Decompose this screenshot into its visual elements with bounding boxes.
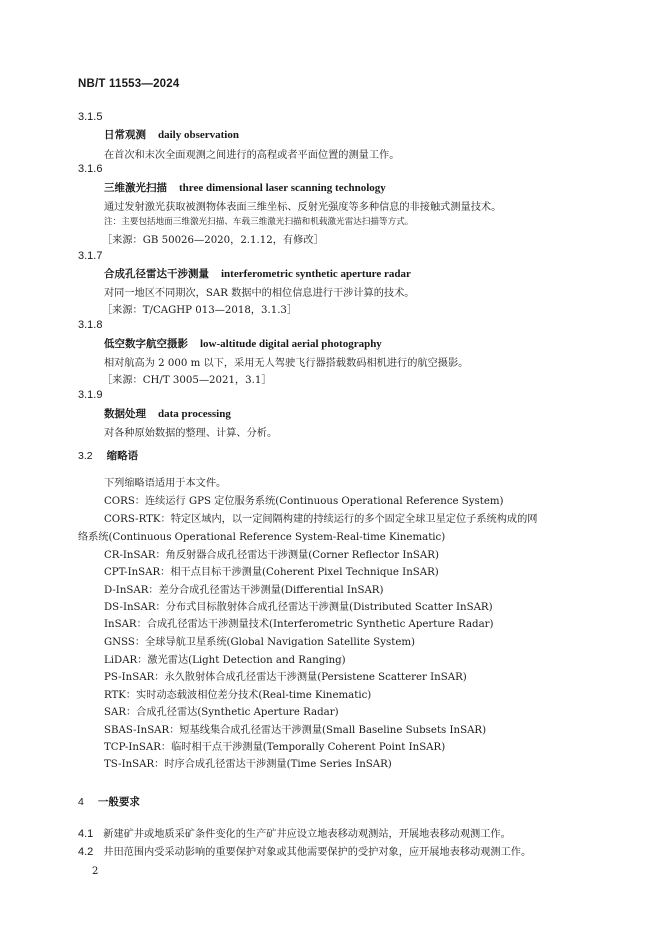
abbreviation-item: SBAS-InSAR：短基线集合成孔径雷达干涉测量(Small Baseline Subsets InSAR): [104, 725, 487, 736]
abbreviation-item: GNSS：全球导航卫星系统(Global Navigation Satellite System): [104, 637, 416, 648]
term-definition: 通过发射激光获取被测物体表面三维坐标、反射光强度等多种信息的非接触式测量技术。: [104, 202, 502, 213]
term-zh: 低空数字航空摄影: [104, 338, 188, 350]
abbreviation-item: SAR：合成孔径雷达(Synthetic Aperture Radar): [104, 707, 339, 718]
section-number: 3.2: [78, 450, 93, 462]
clause-number: 4.2: [78, 846, 94, 858]
abbreviation-item: D-InSAR：差分合成孔径雷达干涉测量(Differential InSAR): [104, 585, 384, 596]
clause-text: 新建矿井或地质采矿条件变化的生产矿井应设立地表移动观测站，开展地表移动观测工作。: [103, 829, 511, 840]
section-title: 缩略语: [106, 450, 139, 462]
term-number: 3.1.5: [78, 111, 103, 123]
term-zh: 三维激光扫描: [104, 182, 167, 194]
term-source: ［来源：GB 50026—2020，2.1.12，有修改］: [102, 235, 324, 246]
term-en: daily observation: [158, 129, 239, 141]
term-number: 3.1.8: [78, 319, 103, 331]
term-title: [104, 180, 386, 195]
term-zh: 合成孔径雷达干涉测量: [104, 268, 209, 280]
section-title: 一般要求: [97, 796, 140, 808]
term-number: 3.1.6: [78, 163, 103, 175]
term-source: ［来源：CH/T 3005—2021，3.1］: [102, 375, 272, 386]
clause-text: 井田范围内受采动影响的重要保护对象或其他需要保护的受护对象，应开展地表移动观测工作。: [103, 847, 532, 858]
term-en: data processing: [158, 408, 231, 420]
term-definition: 相对航高为 2 000 m 以下，采用无人驾驶飞行器搭载数码相机进行的航空摄影。: [104, 358, 469, 369]
abbreviation-item: LiDAR：激光雷达(Light Detection and Ranging): [104, 655, 346, 666]
abbreviation-item: InSAR：合成孔径雷达干涉测量技术(Interferometric Synthetic Aperture Radar): [104, 619, 494, 630]
section-heading: [78, 794, 140, 809]
term-number: 3.1.7: [78, 250, 103, 262]
clause: [78, 843, 531, 858]
term-note: 注：主要包括地面三维激光扫描、车载三维激光扫描和机载激光雷达扫描等方式。: [104, 217, 414, 227]
term-title: [104, 266, 411, 281]
abbreviation-item: CORS-RTK：特定区域内，以一定间隔构建的持续运行的多个固定全球卫星定位子系统构成的网: [104, 514, 538, 525]
term-title: [104, 336, 382, 351]
abbreviation-item: PS-InSAR：永久散射体合成孔径雷达干涉测量(Persistene Scatterer InSAR): [104, 672, 467, 683]
page-number: 2: [92, 866, 99, 877]
section-heading: [78, 448, 138, 463]
term-zh: 数据处理: [104, 408, 146, 420]
abbreviation-item: CPT-InSAR：相干点目标干涉测量(Coherent Pixel Technique InSAR): [104, 567, 439, 578]
abbreviation-item: DS-InSAR：分布式目标散射体合成孔径雷达干涉测量(Distributed Scatter InSAR): [104, 602, 493, 613]
term-number: 3.1.9: [78, 389, 103, 401]
document-code-header: NB/T 11553—2024: [78, 78, 180, 90]
term-definition: 对各种原始数据的整理、计算、分析。: [104, 428, 278, 439]
abbreviations-intro: 下列缩略语适用于本文件。: [104, 478, 227, 489]
abbreviation-item: TCP-InSAR：临时相干点干涉测量(Temporally Coherent Point InSAR): [104, 742, 446, 753]
abbreviation-item: CR-InSAR：角反射器合成孔径雷达干涉测量(Corner Reflector InSAR): [104, 550, 439, 561]
clause-number: 4.1: [78, 828, 94, 840]
term-zh: 日常观测: [104, 129, 146, 141]
term-definition: 在首次和末次全面观测之间进行的高程或者平面位置的测量工作。: [104, 150, 400, 161]
term-title: [104, 406, 231, 421]
abbreviation-item: TS-InSAR：时序合成孔径雷达干涉测量(Time Series InSAR): [104, 759, 392, 770]
abbreviation-item-continuation: 络系统(Continuous Operational Reference System-Real-time Kinematic): [78, 532, 446, 543]
clause: [78, 825, 511, 840]
abbreviation-item: RTK：实时动态载波相位差分技术(Real-time Kinematic): [104, 690, 372, 701]
section-number: 4: [78, 796, 84, 808]
term-en: interferometric synthetic aperture radar: [221, 268, 411, 280]
abbreviation-item: CORS：连续运行 GPS 定位服务系统(Continuous Operational Reference System): [104, 496, 504, 507]
term-en: three dimensional laser scanning technology: [179, 182, 386, 194]
term-definition: 对同一地区不同期次，SAR 数据中的相位信息进行干涉计算的技术。: [104, 288, 415, 299]
term-title: [104, 127, 239, 142]
term-source: ［来源：T/CAGHP 013—2018，3.1.3］: [102, 305, 298, 316]
term-en: low-altitude digital aerial photography: [200, 338, 382, 350]
